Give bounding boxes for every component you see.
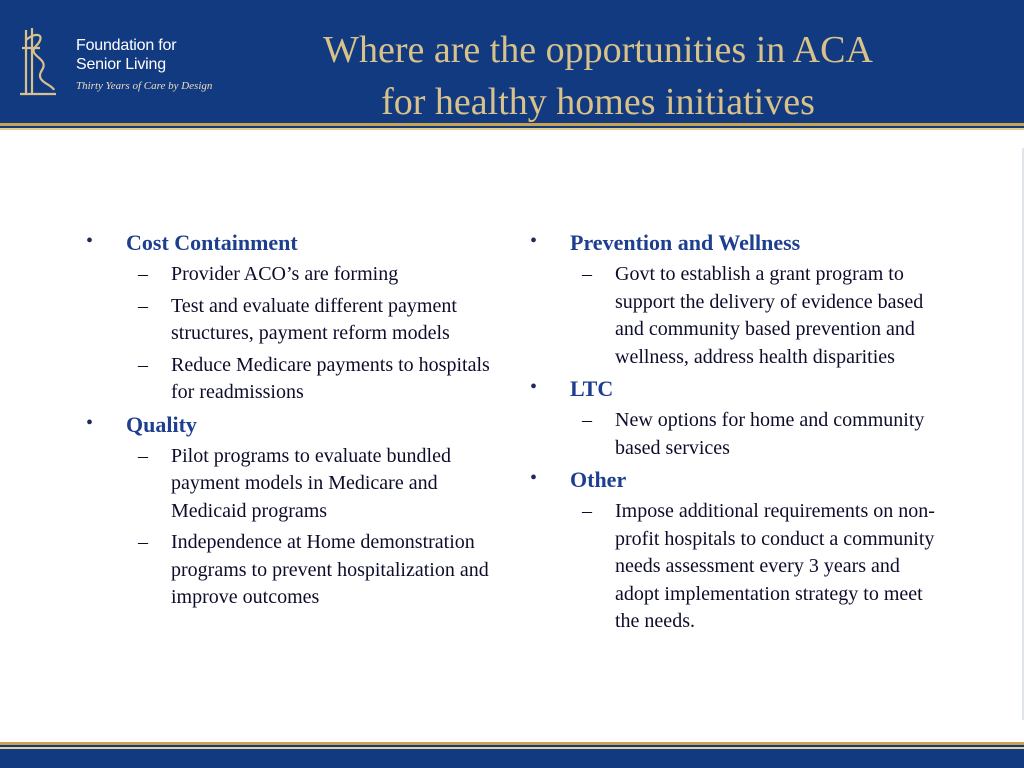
sub-bullet-marker: – bbox=[138, 294, 148, 317]
sub-bullet bbox=[126, 529, 504, 612]
slide-title bbox=[236, 24, 960, 128]
left-column bbox=[84, 229, 504, 616]
sub-bullet-marker: – bbox=[582, 409, 592, 431]
sub-bullet-text: Govt to establish a grant program to support the delivery of evidence based and community based prevention and wellness, address health disparities bbox=[615, 263, 924, 368]
sub-bullet bbox=[126, 293, 504, 348]
sub-bullet-text: Reduce Medicare payments to hospitals for readmissions bbox=[171, 353, 490, 403]
sub-bullet-text: Pilot programs to evaluate bundled payment models in Medicare and Medicaid programs bbox=[171, 444, 451, 522]
bullet-heading: Other bbox=[570, 467, 627, 492]
org-name-line1: Foundation for bbox=[76, 37, 177, 54]
bullet-section bbox=[528, 229, 948, 371]
sub-bullet-text: Independence at Home demonstration programs to prevent hospitalization and improve outcomes bbox=[171, 531, 489, 608]
bullet-heading: Cost Containment bbox=[126, 230, 298, 255]
sub-bullet-text: New options for home and community based services bbox=[615, 409, 925, 459]
bullet-section bbox=[84, 411, 504, 612]
bullet-marker: • bbox=[86, 411, 94, 434]
sub-bullet-marker: – bbox=[138, 353, 148, 376]
header-divider-light bbox=[0, 128, 1024, 130]
sub-bullet-marker: – bbox=[138, 444, 148, 467]
bullet-section bbox=[84, 229, 504, 407]
foundation-logo-icon bbox=[16, 24, 62, 100]
bullet-heading: LTC bbox=[570, 376, 614, 401]
sub-bullet-marker: – bbox=[582, 263, 592, 285]
right-column bbox=[528, 229, 948, 640]
sub-bullet-text: Provider ACO’s are forming bbox=[171, 263, 399, 285]
sub-bullet bbox=[126, 261, 504, 289]
bullet-heading: Prevention and Wellness bbox=[570, 230, 801, 255]
sub-bullet bbox=[570, 261, 948, 371]
bullet-marker: • bbox=[530, 376, 538, 398]
slide-title-line1: Where are the opportunities in ACA bbox=[323, 29, 873, 71]
sub-bullet-text: Impose additional requirements on non-profit hospitals to conduct a community needs assessment every 3 years and adopt implementation strategy to meet the needs. bbox=[615, 500, 935, 632]
bullet-marker: • bbox=[530, 230, 538, 252]
bullet-heading: Quality bbox=[126, 411, 197, 437]
sub-bullet-marker: – bbox=[138, 263, 148, 285]
org-name-line2: Senior Living bbox=[76, 56, 166, 73]
bullet-section bbox=[528, 466, 948, 636]
sub-bullet-marker: – bbox=[582, 500, 592, 522]
sub-bullet bbox=[126, 443, 504, 526]
bullet-section bbox=[528, 375, 948, 462]
slide-title-line2: for healthy homes initiatives bbox=[381, 81, 815, 123]
sub-bullet bbox=[570, 498, 948, 636]
sub-bullet-marker: – bbox=[138, 531, 148, 553]
sub-bullet-text: Test and evaluate different payment structures, payment reform models bbox=[171, 294, 457, 344]
sub-bullet bbox=[126, 352, 504, 407]
sub-bullet bbox=[570, 407, 948, 462]
header-banner bbox=[0, 0, 1024, 123]
footer-bar bbox=[0, 749, 1024, 768]
org-name-block bbox=[76, 36, 212, 92]
bullet-marker: • bbox=[86, 230, 94, 252]
org-tagline: Thirty Years of Care by Design bbox=[76, 80, 213, 92]
bullet-marker: • bbox=[530, 467, 538, 489]
